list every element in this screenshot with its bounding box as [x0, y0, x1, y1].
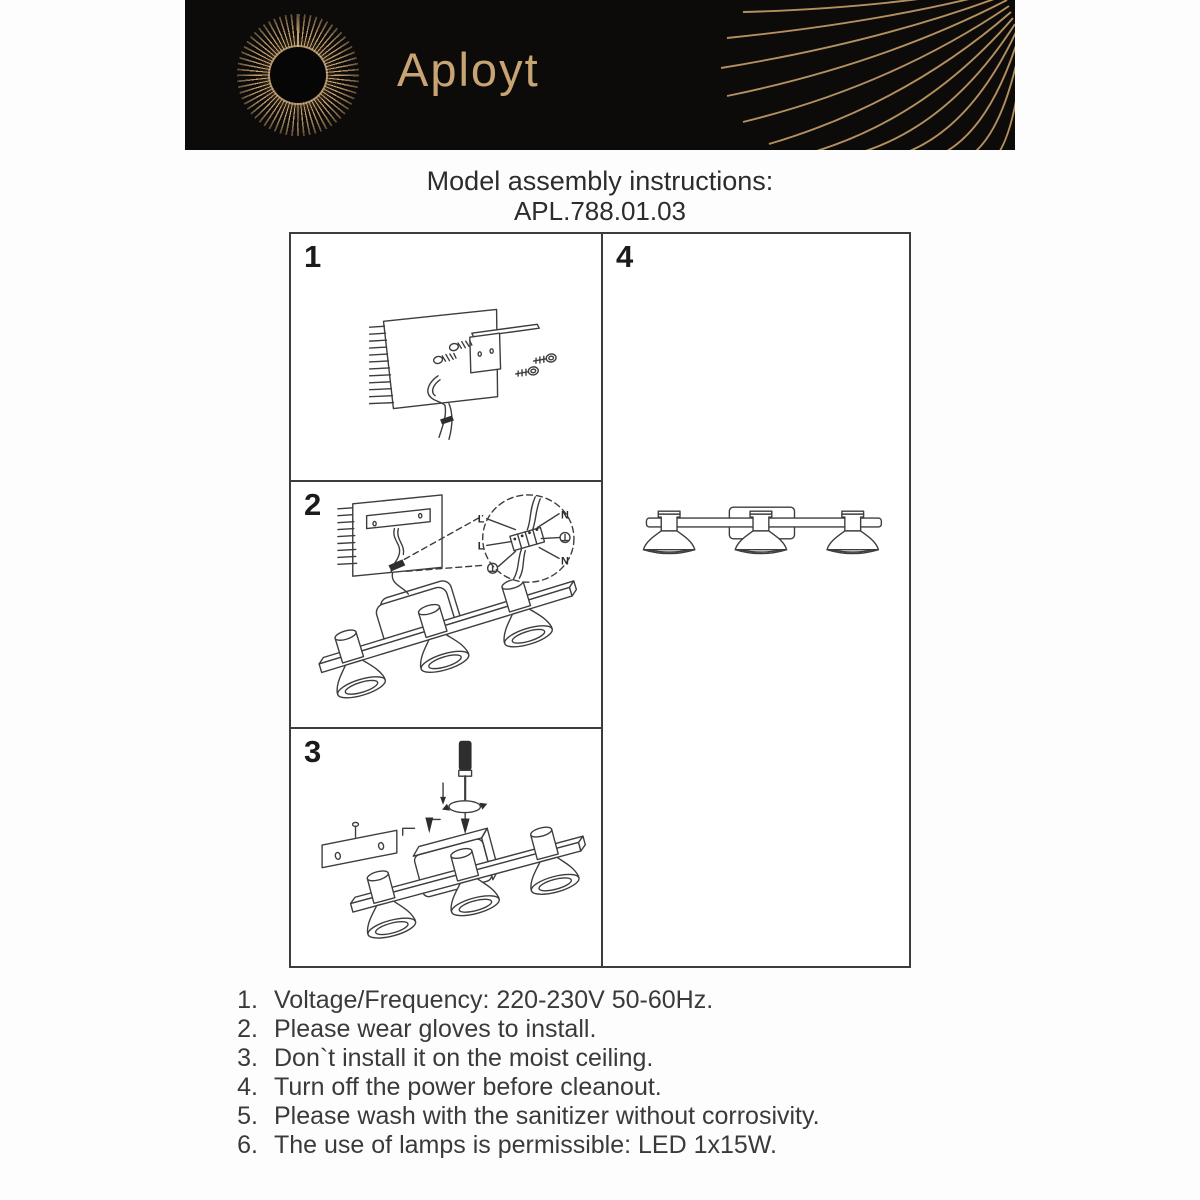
instruction-item: [0, 986, 1200, 1015]
down-arrow-icon: [440, 783, 446, 805]
steps-right-column: [603, 234, 909, 966]
step2-drawing: [291, 482, 601, 727]
item-number: 1.: [237, 986, 258, 1014]
item-text: Don`t install it on the moist ceiling.: [274, 1044, 654, 1072]
ceiling-plate: [338, 495, 442, 576]
instruction-item: [0, 1015, 1200, 1044]
screw: [533, 353, 557, 365]
item-number: 3.: [237, 1044, 258, 1072]
wire-label-L1: L: [477, 513, 485, 526]
brand-header: [185, 0, 1015, 150]
step-number: 3: [304, 734, 322, 769]
item-number: 4.: [237, 1073, 258, 1101]
title-block: [0, 166, 1200, 226]
wire-label-N2: N: [561, 555, 569, 568]
ceiling-hatching: [370, 326, 394, 403]
wall-anchor: [433, 352, 456, 364]
screw: [515, 366, 539, 378]
rotate-arrow-icon: [442, 801, 487, 813]
item-text: Voltage/Frequency: 220-230V 50-60Hz.: [274, 986, 714, 1014]
sunburst-logo-icon: [237, 14, 359, 136]
wire-label-N1: N: [561, 509, 569, 522]
wire-label-L2: L: [477, 540, 485, 553]
supply-wire: [428, 376, 454, 439]
instruction-list: [0, 986, 1200, 1160]
screwdriver-icon: [459, 741, 472, 800]
step-number: 1: [304, 239, 322, 274]
fixture-isometric: [341, 805, 595, 945]
mounting-bracket: [470, 324, 539, 373]
screw-down-icon: [461, 814, 470, 835]
page-title: Model assembly instructions:: [426, 166, 774, 196]
item-text: The use of lamps is permissible: LED 1x15W.: [274, 1131, 777, 1159]
step-panel-2: [291, 482, 601, 729]
instruction-item: [0, 1073, 1200, 1102]
brand-name: Aployt: [397, 43, 540, 96]
wall-anchor: [449, 339, 472, 351]
item-text: Please wash with the sanitizer without corrosivity.: [274, 1102, 820, 1130]
step1-drawing: [291, 234, 601, 480]
item-text: Please wear gloves to install.: [274, 1015, 597, 1043]
finished-fixture: [643, 507, 881, 553]
step3-drawing: [291, 729, 601, 966]
step-panel-3: [291, 729, 601, 966]
step4-drawing: [603, 234, 909, 966]
step-panel-1: [291, 234, 601, 482]
wiring-detail-circle: [478, 495, 574, 582]
down-arrow-icon: [425, 818, 433, 834]
assembly-steps-grid: [289, 232, 911, 968]
item-number: 5.: [237, 1102, 258, 1130]
sunburst-core: [270, 47, 326, 103]
steps-left-column: [291, 234, 603, 966]
step-number: 2: [304, 487, 322, 522]
instruction-item: [0, 1131, 1200, 1160]
decorative-rays-icon: [685, 0, 1015, 150]
item-text: Turn off the power before cleanout.: [274, 1073, 662, 1101]
item-number: 6.: [237, 1131, 258, 1159]
item-number: 2.: [237, 1015, 258, 1043]
step-number: 4: [616, 239, 634, 274]
step-panel-4: [603, 234, 909, 966]
instruction-item: [0, 1102, 1200, 1131]
model-number: APL.788.01.03: [513, 196, 687, 226]
instruction-item: [0, 1044, 1200, 1073]
